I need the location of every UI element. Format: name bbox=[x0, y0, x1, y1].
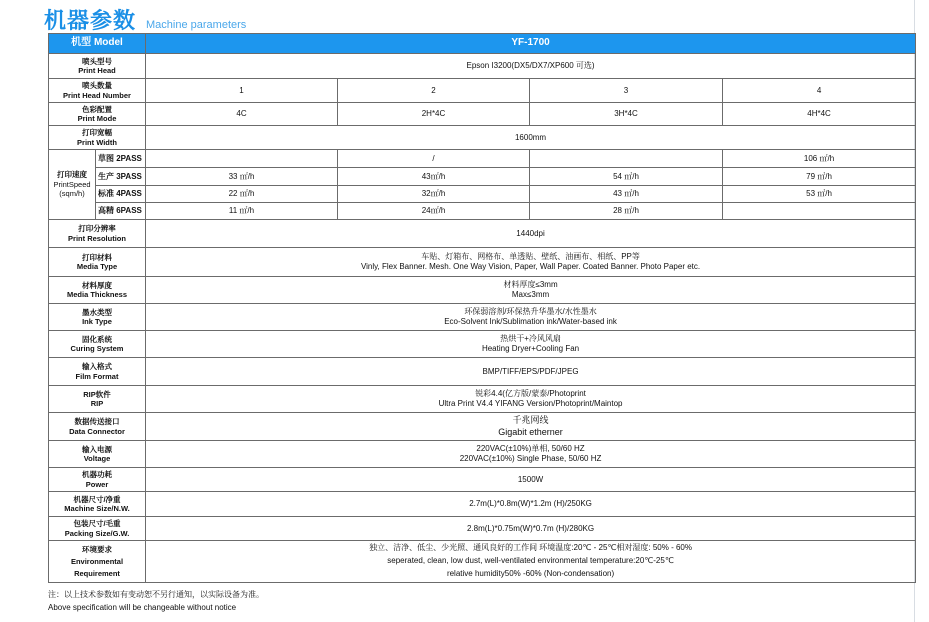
speed-mode-label: 生产 3PASS bbox=[96, 168, 146, 186]
table-cell bbox=[530, 150, 723, 168]
row-label: 色彩配置 Print Mode bbox=[49, 103, 146, 126]
table-cell: 53 ㎡/h bbox=[723, 186, 916, 203]
table-cell: 4 bbox=[723, 79, 916, 103]
row-label: 固化系统 Curing System bbox=[49, 331, 146, 358]
resolution-value: 1440dpi bbox=[146, 220, 916, 248]
table-row bbox=[49, 358, 916, 386]
page-title: 机器参数 bbox=[44, 8, 137, 33]
table-cell: 54 ㎡/h bbox=[530, 168, 723, 186]
row-label: 机器功耗 Power bbox=[49, 468, 146, 492]
row-label: 数据传送接口 Data Connector bbox=[49, 413, 146, 441]
media-type-value: 车贴、灯箱布、网格布、单透贴、壁纸、油画布、相纸、PP等 Vinly, Flex Banner. Mesh. One Way Vision, Paper, Wall Paper. Coated Banner. Photo Paper etc. bbox=[146, 248, 916, 277]
row-label: 打印分辨率 Print Resolution bbox=[49, 220, 146, 248]
table-row bbox=[49, 468, 916, 492]
film-format-value: BMP/TIFF/EPS/PDF/JPEG bbox=[146, 358, 916, 386]
row-label: 输入电源 Voltage bbox=[49, 441, 146, 468]
print-head-value: Epson I3200(DX5/DX7/XP600 可选) bbox=[146, 54, 916, 79]
speed-mode-label: 草图 2PASS bbox=[96, 150, 146, 168]
page-subtitle: Machine parameters bbox=[146, 19, 247, 31]
print-width-value: 1600mm bbox=[146, 126, 916, 150]
row-label: 材料厚度 Media Thickness bbox=[49, 277, 146, 304]
table-row bbox=[49, 79, 916, 103]
table-row bbox=[49, 386, 916, 413]
table-cell: 106 ㎡/h bbox=[723, 150, 916, 168]
table-cell: 33 ㎡/h bbox=[146, 168, 338, 186]
table-cell: 24㎡/h bbox=[338, 203, 530, 220]
table-row bbox=[49, 331, 916, 358]
machine-size-value: 2.7m(L)*0.8m(W)*1.2m (H)/250KG bbox=[146, 492, 916, 517]
table-cell: 22 ㎡/h bbox=[146, 186, 338, 203]
row-label: 打印宽幅 Print Width bbox=[49, 126, 146, 150]
row-label: 包装尺寸/毛重 Packing Size/G.W. bbox=[49, 517, 146, 541]
table-cell: 32㎡/h bbox=[338, 186, 530, 203]
footnote-cn: 注：以上技术参数如有变动恕不另行通知，以实际设备为准。 bbox=[48, 590, 264, 599]
environment-value: 独立、洁净、低尘、少光照、通风良好的工作间 环境温度:20℃ - 25℃相对湿度: 50% - 60% seperated, clean, low dust, well-ventilated environmental temperature:20℃-25℃ relative humidity50% -60% (Non-condensation) bbox=[146, 541, 916, 583]
table-cell: 79 ㎡/h bbox=[723, 168, 916, 186]
row-label: 喷头型号 Print Head bbox=[49, 54, 146, 79]
page-header bbox=[44, 4, 246, 32]
table-cell: 4H*4C bbox=[723, 103, 916, 126]
speed-row bbox=[49, 168, 916, 186]
speed-mode-label: 标准 4PASS bbox=[96, 186, 146, 203]
table-row bbox=[49, 248, 916, 277]
row-label: 喷头数量 Print Head Number bbox=[49, 79, 146, 103]
print-speed-label: 打印速度 PrintSpeed (sqm/h) bbox=[49, 150, 96, 220]
rip-value: 锐彩4.4(亿方版/蒙泰/Photoprint Ultra Print V4.4 YIFANG Version/Photoprint/Maintop bbox=[146, 386, 916, 413]
spec-table bbox=[48, 33, 916, 583]
table-cell: 1 bbox=[146, 79, 338, 103]
model-label: 机型 Model bbox=[49, 34, 146, 54]
row-label: 墨水类型 Ink Type bbox=[49, 304, 146, 331]
data-connector-value: 千兆网线 Gigabit etherner bbox=[146, 413, 916, 441]
table-row bbox=[49, 220, 916, 248]
voltage-value: 220VAC(±10%)单相, 50/60 HZ 220VAC(±10%) Single Phase, 50/60 HZ bbox=[146, 441, 916, 468]
ink-type-value: 环保弱溶剂/环保热升华墨水/水性墨水 Eco-Solvent Ink/Sublimation ink/Water-based ink bbox=[146, 304, 916, 331]
speed-row bbox=[49, 186, 916, 203]
table-cell: 2 bbox=[338, 79, 530, 103]
table-row bbox=[49, 103, 916, 126]
model-value: YF-1700 bbox=[146, 34, 916, 54]
table-cell bbox=[723, 203, 916, 220]
table-cell: 43㎡/h bbox=[338, 168, 530, 186]
media-thickness-value: 材料厚度≤3mm Max≤3mm bbox=[146, 277, 916, 304]
table-row bbox=[49, 304, 916, 331]
table-row bbox=[49, 517, 916, 541]
speed-row bbox=[49, 203, 916, 220]
row-label: 环境要求 Environmental Requirement bbox=[49, 541, 146, 583]
speed-row bbox=[49, 150, 916, 168]
table-row bbox=[49, 277, 916, 304]
footnote-en: Above specification will be changeable without notice bbox=[48, 602, 237, 612]
power-value: 1500W bbox=[146, 468, 916, 492]
table-cell: 28 ㎡/h bbox=[530, 203, 723, 220]
table-cell: 4C bbox=[146, 103, 338, 126]
packing-size-value: 2.8m(L)*0.75m(W)*0.7m (H)/280KG bbox=[146, 517, 916, 541]
table-cell: 3 bbox=[530, 79, 723, 103]
footnotes bbox=[48, 589, 264, 615]
table-row bbox=[49, 541, 916, 583]
table-cell: / bbox=[338, 150, 530, 168]
table-cell bbox=[146, 150, 338, 168]
speed-mode-label: 高精 6PASS bbox=[96, 203, 146, 220]
table-cell: 2H*4C bbox=[338, 103, 530, 126]
table-cell: 11 ㎡/h bbox=[146, 203, 338, 220]
table-row bbox=[49, 413, 916, 441]
table-row bbox=[49, 126, 916, 150]
table-row bbox=[49, 54, 916, 79]
model-row bbox=[49, 34, 916, 54]
table-row bbox=[49, 441, 916, 468]
row-label: 输入格式 Film Format bbox=[49, 358, 146, 386]
table-row bbox=[49, 492, 916, 517]
curing-value: 热烘干+冷风风扇 Heating Dryer+Cooling Fan bbox=[146, 331, 916, 358]
table-cell: 3H*4C bbox=[530, 103, 723, 126]
row-label: 打印材料 Media Type bbox=[49, 248, 146, 277]
table-cell: 43 ㎡/h bbox=[530, 186, 723, 203]
row-label: RIP软件 RIP bbox=[49, 386, 146, 413]
row-label: 机器尺寸/净重 Machine Size/N.W. bbox=[49, 492, 146, 517]
